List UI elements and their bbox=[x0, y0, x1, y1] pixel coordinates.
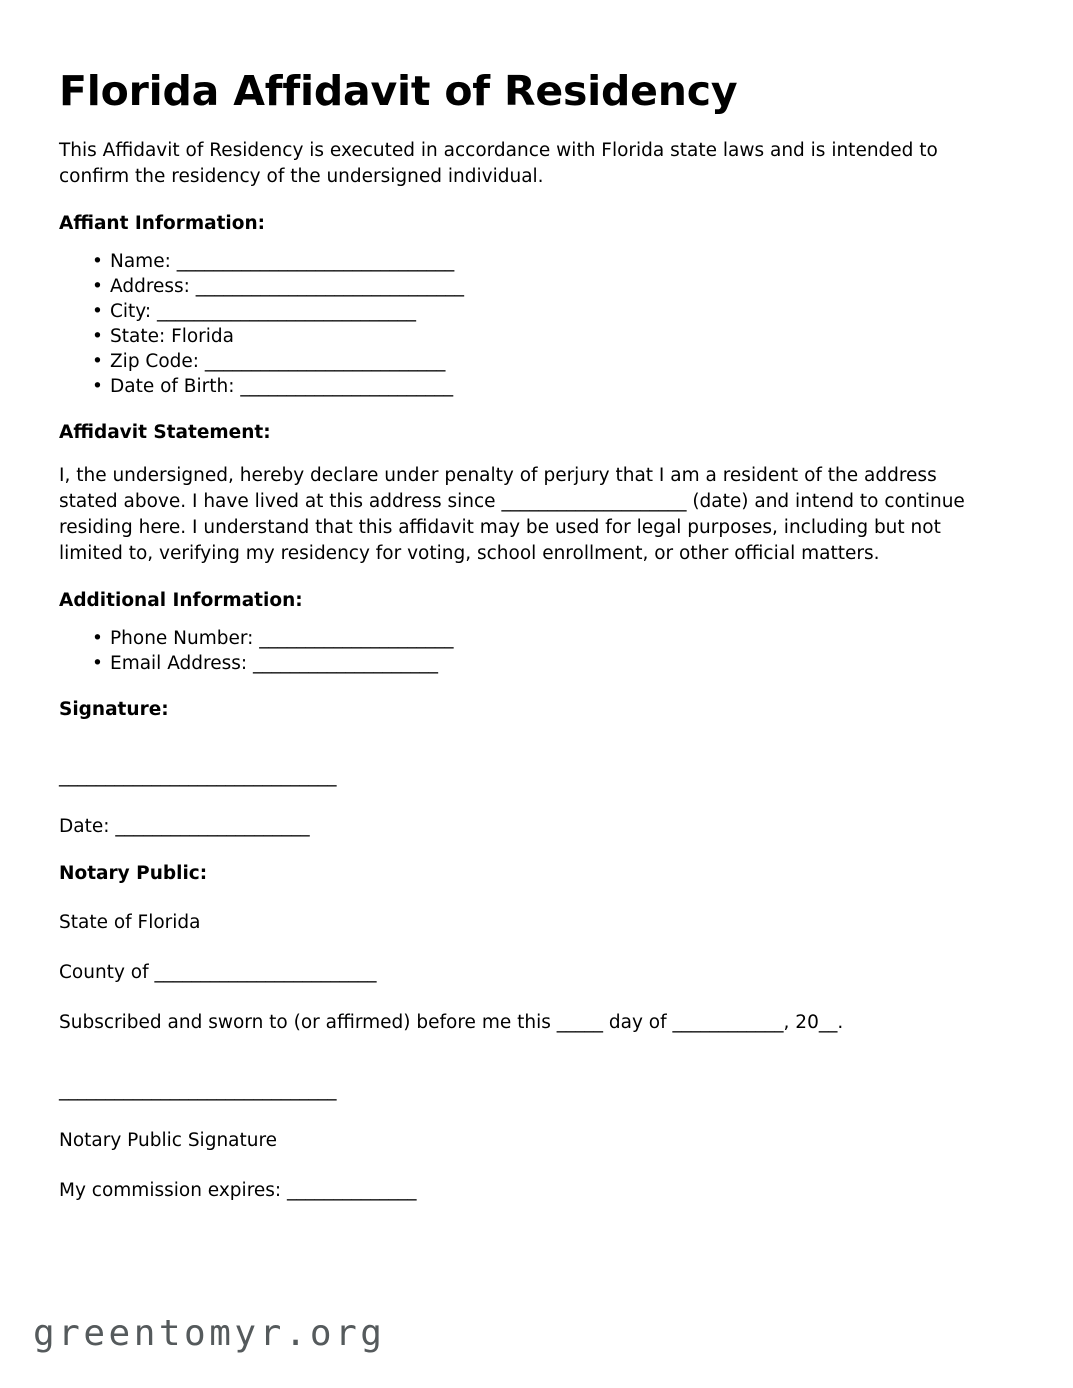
additional-information-list bbox=[59, 626, 995, 676]
notary-commission-line bbox=[59, 1178, 995, 1204]
list-item bbox=[59, 249, 995, 274]
list-item bbox=[59, 324, 995, 349]
list-item bbox=[59, 299, 995, 324]
field-blank-zip-code[interactable]: __________________________ bbox=[199, 351, 446, 373]
commission-expires-label: My commission expires: bbox=[59, 1180, 282, 1202]
commission-expires-blank[interactable]: ______________ bbox=[281, 1180, 417, 1202]
field-blank-address[interactable]: _____________________________ bbox=[189, 276, 465, 298]
signature-heading: Signature: bbox=[59, 699, 169, 721]
notary-county-blank[interactable]: ________________________ bbox=[148, 962, 377, 984]
signature-line[interactable]: ______________________________ bbox=[59, 766, 337, 788]
field-label-state: State: Florida bbox=[110, 326, 235, 348]
affidavit-statement-heading: Affidavit Statement: bbox=[59, 422, 271, 444]
signature-date-line bbox=[59, 814, 995, 840]
field-label-name: Name: bbox=[110, 251, 171, 273]
statement-text-part-2: (date) and intend to continue residing here. I understand that this affidavit may be used for legal purposes, including but not limited to, verifying my residency for voting, school enrollment, or other official matters. bbox=[59, 491, 965, 565]
field-label-zip-code: Zip Code: bbox=[110, 351, 200, 373]
sworn-text-part-1: Subscribed and sworn to (or affirmed) before me this bbox=[59, 1012, 551, 1034]
intro-paragraph: This Affidavit of Residency is executed in accordance with Florida state laws and is intended to confirm the residency of the undersigned individual. bbox=[59, 140, 938, 188]
field-blank-phone-number[interactable]: _____________________ bbox=[253, 628, 454, 650]
list-item bbox=[59, 349, 995, 374]
list-item bbox=[59, 374, 995, 399]
site-watermark: greentomyr.org bbox=[33, 1313, 386, 1354]
sworn-day-blank[interactable]: _____ bbox=[556, 1012, 603, 1034]
list-item bbox=[59, 274, 995, 299]
affiant-information-heading: Affiant Information: bbox=[59, 213, 266, 235]
sworn-text-part-3: , 20__. bbox=[783, 1012, 844, 1034]
additional-information-heading: Additional Information: bbox=[59, 590, 303, 612]
notary-county-line bbox=[59, 960, 995, 986]
signature-date-label: Date: bbox=[59, 816, 110, 838]
statement-text-part-1: I, the undersigned, hereby declare under penalty of perjury that I am a resident of the address stated above. I have lived at this address since bbox=[59, 465, 937, 513]
statement-date-blank[interactable]: ____________________ bbox=[501, 491, 687, 513]
field-blank-date-of-birth[interactable]: _______________________ bbox=[234, 376, 454, 398]
notary-sworn-line bbox=[59, 1010, 995, 1036]
affiant-information-list bbox=[59, 249, 995, 399]
field-blank-city[interactable]: ____________________________ bbox=[151, 301, 417, 323]
field-label-email-address: Email Address: bbox=[110, 653, 248, 675]
sworn-month-blank[interactable]: ____________ bbox=[672, 1012, 784, 1034]
affidavit-statement-paragraph bbox=[59, 463, 995, 567]
sworn-text-part-2: day of bbox=[608, 1012, 667, 1034]
signature-date-blank[interactable]: _____________________ bbox=[109, 816, 310, 838]
notary-county-label: County of bbox=[59, 962, 149, 984]
field-label-phone-number: Phone Number: bbox=[110, 628, 254, 650]
notary-public-heading: Notary Public: bbox=[59, 863, 208, 885]
field-label-date-of-birth: Date of Birth: bbox=[110, 376, 235, 398]
field-label-city: City: bbox=[110, 301, 152, 323]
page-title: Florida Affidavit of Residency bbox=[59, 67, 738, 115]
notary-signature-label: Notary Public Signature bbox=[59, 1130, 278, 1152]
field-label-address: Address: bbox=[110, 276, 190, 298]
notary-signature-line[interactable]: ______________________________ bbox=[59, 1080, 337, 1102]
field-blank-name[interactable]: ______________________________ bbox=[170, 251, 455, 273]
field-blank-email-address[interactable]: ____________________ bbox=[247, 653, 439, 675]
list-item bbox=[59, 651, 995, 676]
notary-state-line: State of Florida bbox=[59, 912, 201, 934]
list-item bbox=[59, 626, 995, 651]
